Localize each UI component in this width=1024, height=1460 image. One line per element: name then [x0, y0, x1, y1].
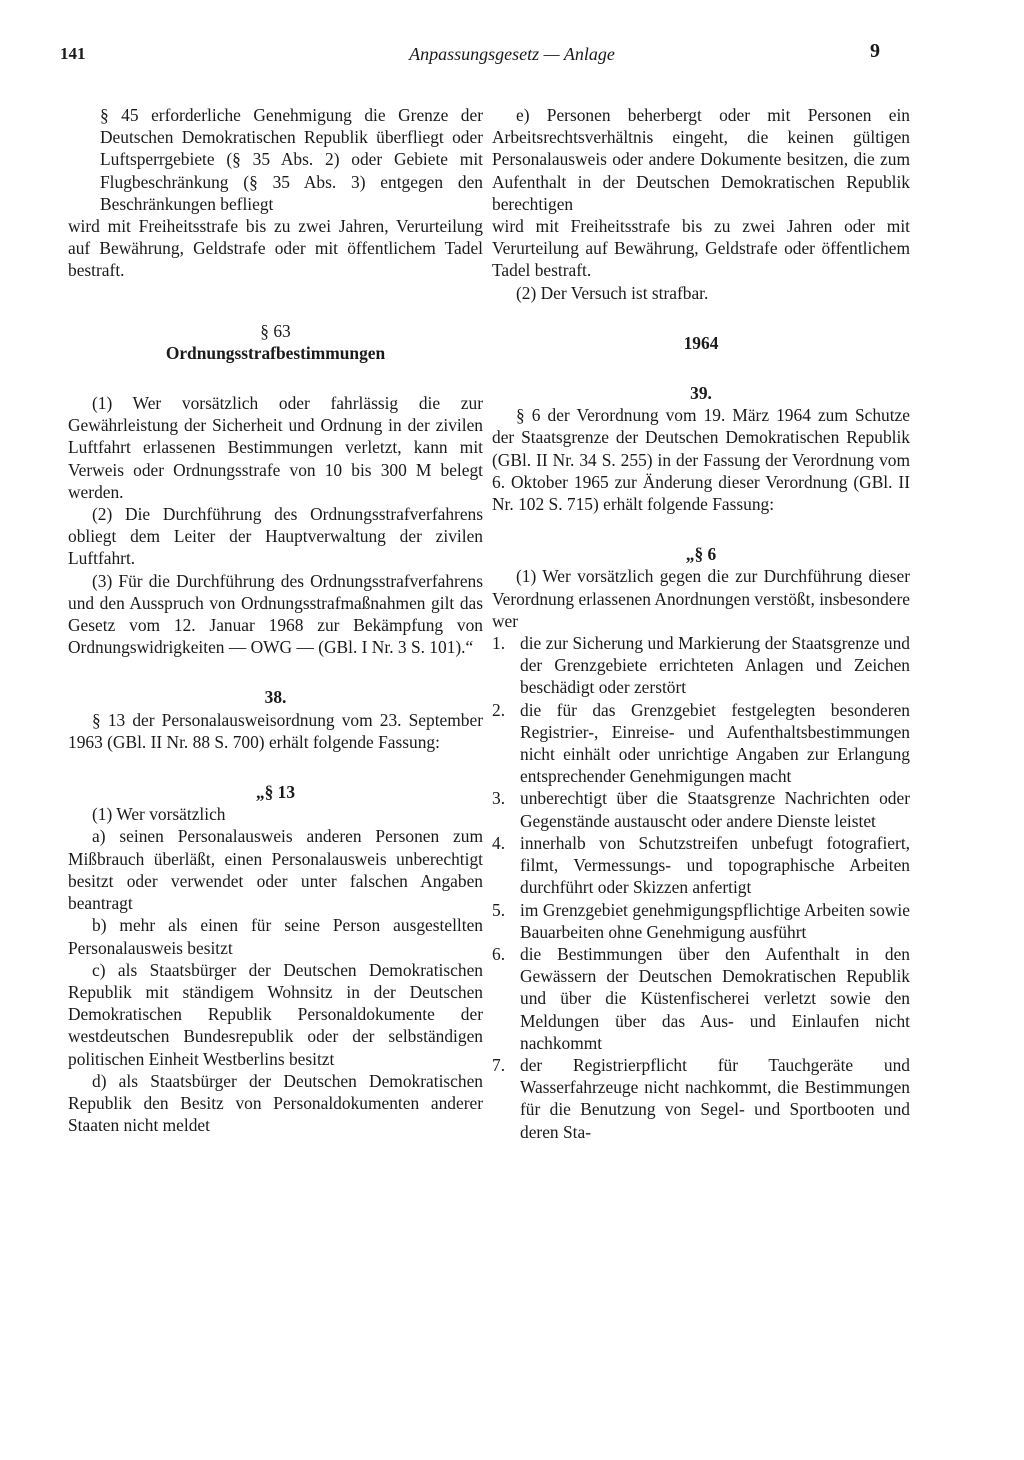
- list-item-number: 4.: [492, 832, 506, 853]
- list-item: [492, 699, 910, 788]
- s13-item-e: e) Personen beherbergt oder mit Personen ein Arbeitsrechtsverhältnis eingeht, die keinen gültigen Personalausweis oder andere Dokumente besitzen, die zum Aufenthalt in der Deutschen Demokratischen Republik berechtigen: [492, 105, 910, 214]
- s13-paragraph-1: (1) Wer vorsätzlich: [92, 804, 226, 825]
- s6-paragraph-1: (1) Wer vorsätzlich gegen die zur Durchführung dieser Verordnung erlassenen Anordnungen verstößt, insbesondere wer: [492, 566, 910, 631]
- left-column: [68, 104, 483, 1136]
- list-item: [492, 943, 910, 1054]
- item-38-heading: 38.: [264, 687, 287, 708]
- list-item-text: der Registrierpflicht für Tauchgeräte und Wasserfahrzeuge nicht nachkommt, die Bestimmungen für die Benutzung von Segel- und Sportbooten und deren Sta-: [520, 1054, 910, 1142]
- list-item-text: unberechtigt über die Staatsgrenze Nachrichten oder Gegenstände austauscht oder andere Dienste leistet: [520, 788, 910, 831]
- list-item-number: 5.: [492, 899, 506, 920]
- item-39-heading: 39.: [690, 383, 712, 404]
- year-heading: 1964: [683, 332, 719, 353]
- s13-item-b: b) mehr als einen für seine Person ausgestellten Personalausweis besitzt: [68, 915, 483, 958]
- item-39-text: § 6 der Verordnung vom 19. März 1964 zum Schutze der Staatsgrenze der Deutschen Demokratischen Republik (GBl. II Nr. 34 S. 255) in der Fassung der Verordnung vom 6. Oktober 1965 zur Änderung dieser Verordnung (GBl. II Nr. 102 S. 715) erhält folgende Fassung:: [492, 405, 910, 515]
- page-number-left: 141: [60, 44, 86, 63]
- s13-tail: wird mit Freiheitsstrafe bis zu zwei Jahren oder mit Verurteilung auf Bewährung, Geldstrafe oder öffentlichem Tadel bestraft.: [492, 216, 910, 281]
- list-item-text: die Bestimmungen über den Aufenthalt in den Gewässern der Deutschen Demokratischen Republik und über die Küstenfischerei verletzt sowie den Meldungen über das Aus- und Einlaufen nicht nachkommt: [520, 943, 910, 1053]
- list-item-number: 2.: [492, 699, 506, 720]
- list-item-text: innerhalb von Schutzstreifen unbefugt fotografiert, filmt, Vermessungs- und topographische Arbeiten durchführt oder Skizzen anfertigt: [520, 832, 910, 898]
- list-item-text: die zur Sicherung und Markierung der Staatsgrenze und der Grenzgebiete errichteten Anlagen und Zeichen beschädigt oder zerstört: [520, 633, 910, 698]
- s6-enumeration: [492, 632, 910, 1143]
- intro-tail: wird mit Freiheitsstrafe bis zu zwei Jahren, Verurteilung auf Bewährung, Geldstrafe oder mit öffentlichem Tadel bestraft.: [68, 216, 483, 281]
- list-item: [492, 1054, 910, 1143]
- list-item: [492, 787, 910, 831]
- list-item-text: die für das Grenzgebiet festgelegten besonderen Registrier-, Einreise- und Aufenthaltsbestimmungen nicht einhält oder unrichtige Angaben zur Erlangung entsprechender Genehmigungen macht: [520, 699, 910, 787]
- section-6-heading: „§ 6: [685, 544, 717, 565]
- section-63-number: § 63: [260, 320, 291, 341]
- s13-item-c: c) als Staatsbürger der Deutschen Demokratischen Republik mit ständigem Wohnsitz in der Deutschen Demokratischen Republik Personaldokumente der westdeutschen Bundesrepublik oder der selbständigen politischen Einheit Westberlins besitzt: [68, 959, 483, 1069]
- s13-paragraph-2: (2) Der Versuch ist strafbar.: [516, 282, 709, 303]
- s63-paragraph-1: (1) Wer vorsätzlich oder fahrlässig die zur Gewährleistung der Sicherheit und Ordnung in der zivilen Luftfahrt erlassenen Bestimmungen verletzt, kann mit Verweis oder Ordnungsstrafe von 10 bis 300 M belegt werden.: [68, 393, 483, 502]
- intro-paragraph: § 45 erforderliche Genehmigung die Grenze der Deutschen Demokratischen Republik überfliegt oder Luftsperrgebiete (§ 35 Abs. 2) oder Gebiete mit Flugbeschränkung (§ 35 Abs. 3) entgegen den Beschränkungen befliegt: [100, 105, 483, 214]
- list-item: [492, 899, 910, 943]
- list-item: [492, 632, 910, 699]
- item-38-text: § 13 der Personalausweisordnung vom 23. September 1963 (GBl. II Nr. 88 S. 700) erhält folgende Fassung:: [68, 709, 483, 752]
- page-number-right: 9: [870, 40, 880, 62]
- s13-item-a: a) seinen Personalausweis anderen Personen zum Mißbrauch überläßt, einen Personalausweis unberechtigt besitzt oder verwendet oder unter falschen Angaben beantragt: [68, 826, 483, 914]
- list-item-number: 6.: [492, 943, 506, 964]
- right-column: [492, 104, 910, 1143]
- section-13-heading: „§ 13: [255, 782, 296, 803]
- s63-paragraph-3: (3) Für die Durchführung des Ordnungsstrafverfahrens und den Ausspruch von Ordnungsstrafmaßnahmen gilt das Gesetz vom 12. Januar 1968 zur Bekämpfung von Ordnungswidrigkeiten — OWG — (GBl. I Nr. 3 S. 101).“: [68, 570, 483, 658]
- section-63-title: Ordnungsstrafbestimmungen: [165, 342, 386, 363]
- list-item-number: 1.: [492, 633, 506, 654]
- s63-paragraph-2: (2) Die Durchführung des Ordnungsstrafverfahrens obliegt dem Leiter der Hauptverwaltung der zivilen Luftfahrt.: [68, 504, 483, 569]
- list-item-number: 7.: [492, 1054, 506, 1075]
- running-title: Anpassungsgesetz — Anlage: [409, 44, 615, 64]
- s13-item-d: d) als Staatsbürger der Deutschen Demokratischen Republik den Besitz von Personaldokumenten anderer Staaten nicht meldet: [68, 1070, 483, 1136]
- list-item-text: im Grenzgebiet genehmigungspflichtige Arbeiten sowie Bauarbeiten ohne Genehmigung ausführt: [520, 899, 910, 942]
- list-item-number: 3.: [492, 788, 506, 809]
- list-item: [492, 832, 910, 899]
